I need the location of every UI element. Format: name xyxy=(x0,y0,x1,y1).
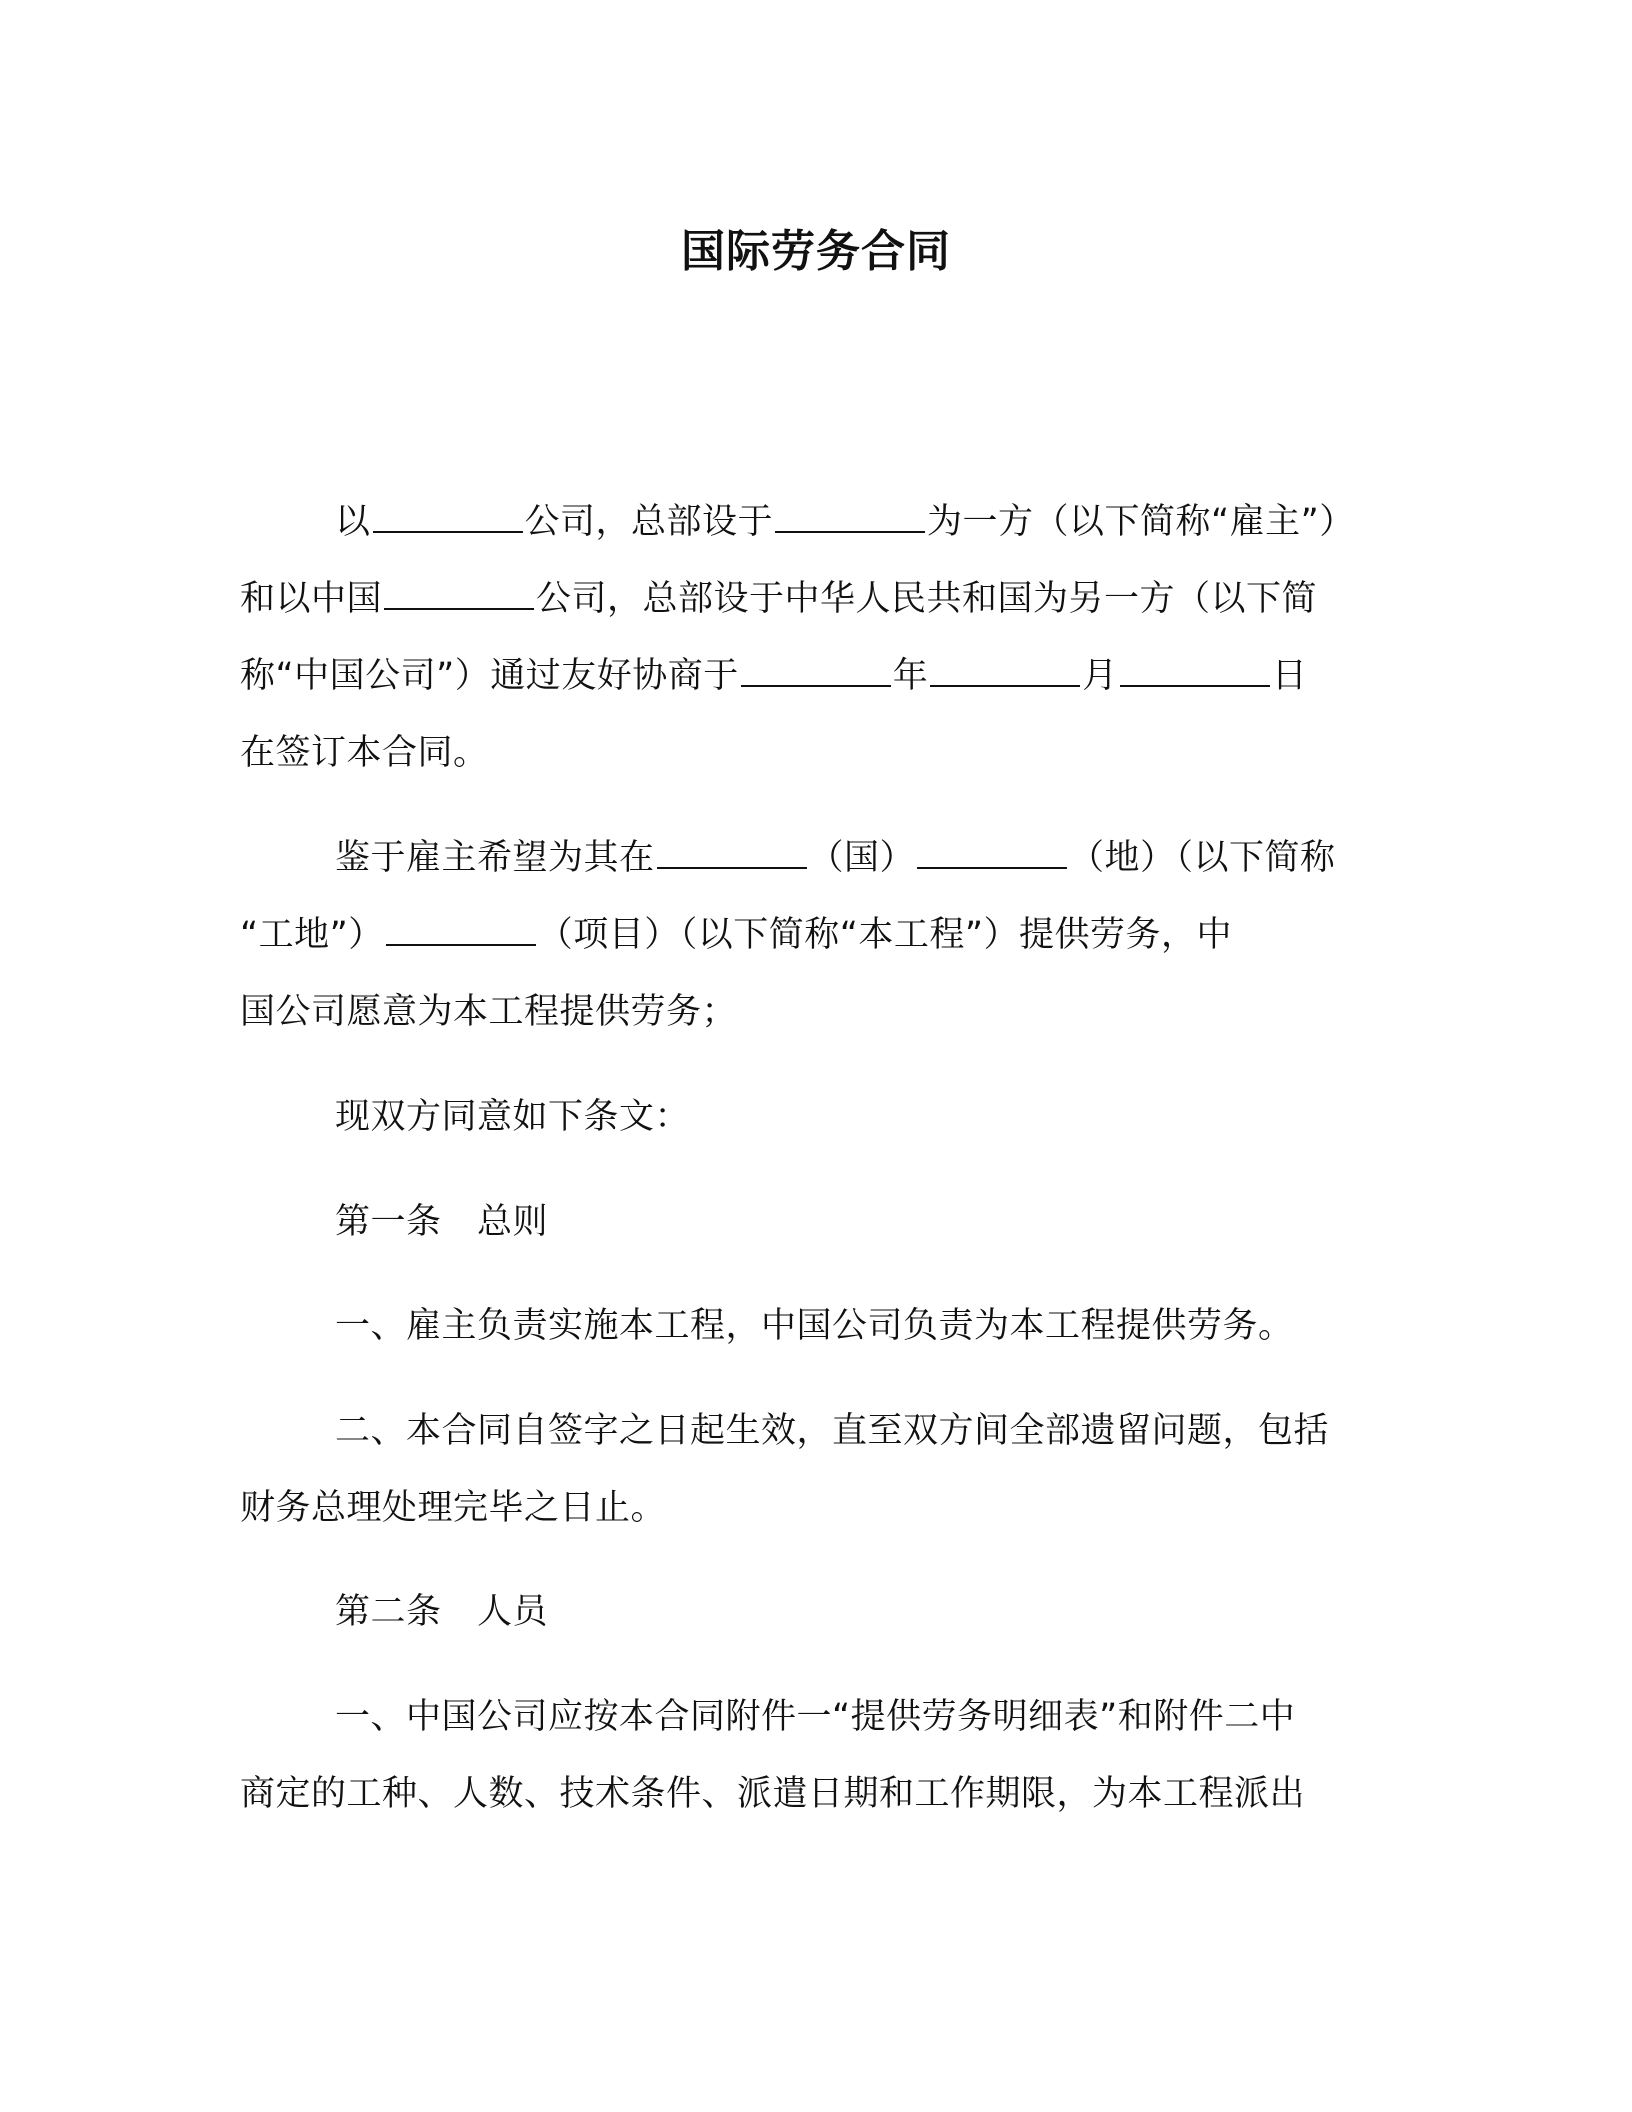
blank-field xyxy=(384,574,534,610)
blank-field xyxy=(741,651,891,687)
preamble-text: 为一方（以下简称“雇主”） xyxy=(927,502,1355,542)
preamble-text: 公司，总部设于中华人民共和国为另一方（以下简 xyxy=(536,579,1318,619)
preamble-text: 日 xyxy=(1271,656,1308,696)
preamble-text: 以 xyxy=(335,502,371,542)
blank-field xyxy=(775,497,925,533)
preamble-line-2 xyxy=(240,574,1317,624)
article-1-item-2-line-1: 二、本合同自签字之日起生效，直至双方间全部遗留问题，包括 xyxy=(335,1411,1330,1451)
preamble-text: 和以中国 xyxy=(240,579,383,619)
agreement-intro: 现双方同意如下条文： xyxy=(335,1097,691,1137)
article-1-item-2-line-2: 财务总理处理完毕之日止。 xyxy=(240,1488,667,1528)
preamble-text: 月 xyxy=(1082,656,1118,696)
document-title: 国际劳务合同 xyxy=(681,226,951,277)
blank-field xyxy=(917,833,1067,869)
article-1-heading: 第一条 总则 xyxy=(335,1202,549,1242)
recital-text: （地）（以下简称 xyxy=(1069,838,1336,878)
blank-field xyxy=(657,833,807,869)
article-1-item-1: 一、雇主负责实施本工程，中国公司负责为本工程提供劳务。 xyxy=(335,1306,1294,1346)
preamble-text: 称“中国公司”）通过友好协商于 xyxy=(240,656,739,696)
recital-line-3: 国公司愿意为本工程提供劳务； xyxy=(240,992,738,1032)
blank-field xyxy=(930,651,1080,687)
recital-line-2 xyxy=(240,910,1232,960)
article-2-item-1-line-1: 一、中国公司应按本合同附件一“提供劳务明细表”和附件二中 xyxy=(335,1697,1296,1737)
recital-text: “工地”） xyxy=(240,915,384,955)
blank-field xyxy=(1120,651,1270,687)
blank-field xyxy=(373,497,523,533)
preamble-text: 年 xyxy=(892,656,929,696)
article-2-heading: 第二条 人员 xyxy=(335,1592,549,1632)
preamble-line-4: 在签订本合同。 xyxy=(240,733,489,773)
blank-field xyxy=(386,910,536,946)
preamble-line-3 xyxy=(240,651,1307,701)
preamble-line-1 xyxy=(335,497,1355,547)
recital-text: （国） xyxy=(808,838,916,878)
recital-text: 鉴于雇主希望为其在 xyxy=(335,838,655,878)
preamble-text: 公司，总部设于 xyxy=(524,502,774,542)
article-2-item-1-line-2: 商定的工种、人数、技术条件、派遣日期和工作期限，为本工程派出 xyxy=(240,1774,1306,1814)
recital-line-1 xyxy=(335,833,1336,883)
recital-text: （项目）（以下简称“本工程”）提供劳务，中 xyxy=(537,915,1233,955)
